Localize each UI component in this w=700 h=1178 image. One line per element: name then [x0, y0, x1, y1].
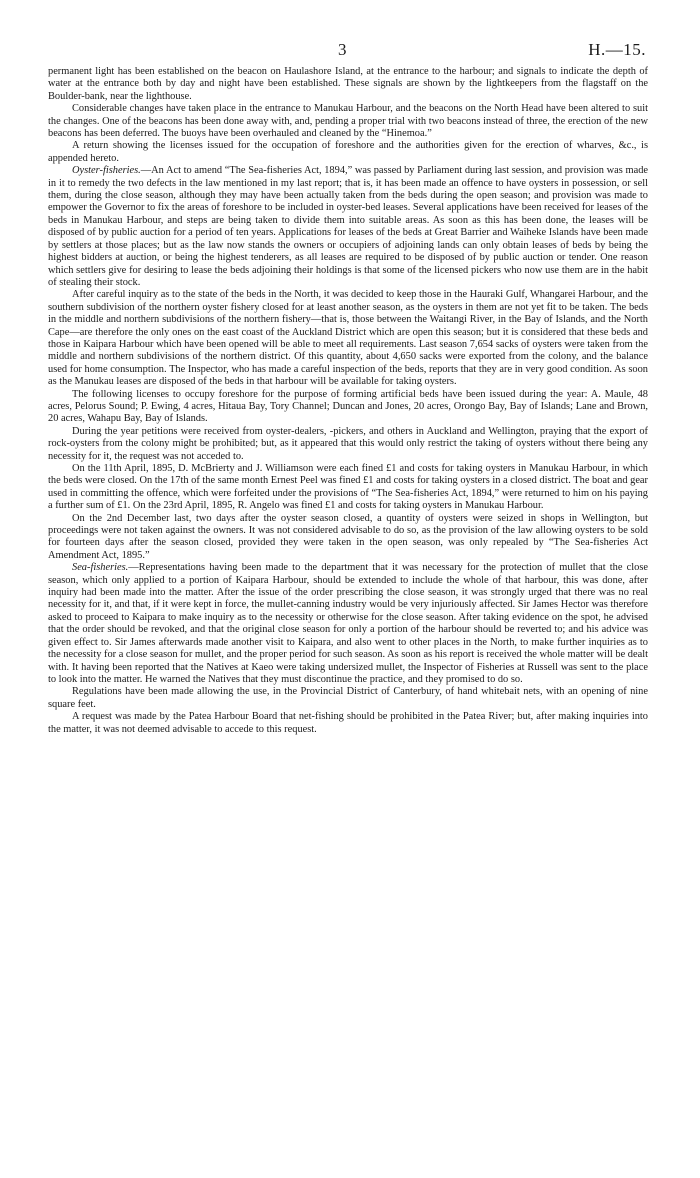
- body-text: [48, 66, 648, 736]
- paragraph-foreshore-licenses: The following licenses to occupy foreshore for the purpose of forming artificial beds have been issued during the year: A. Maule, 48 acres, Pelorus Sound; P. Ewing, 4 acres, Hitaua Bay, Tory Channel; Duncan and Jones, 20 acres, Orongo Bay, Bay of Islands; Lane and Brown, 20 acres, Wahapu Bay, Bay of Islands.: [48, 388, 648, 425]
- paragraph-whitebait-regulations: Regulations have been made allowing the use, in the Provincial District of Canterbury, of hand whitebait nets, with an opening of nine square feet.: [48, 686, 648, 710]
- paragraph-northern-beds: After careful inquiry as to the state of the beds in the North, it was decided to keep those in the Hauraki Gulf, Whangarei Harbour, and the southern subdivision of the northern oyster fishery closed for at least another season, as the oysters in them are not yet fit to be taken. The beds in the middle and northern subdivisions of the northern fishery—that is, those between the Waitangi River, in the Bay of Islands, and the North Cape—are therefore the only ones on the east coast of the Auckland District which are open this season; but it is considered that these beds and those in Kaipara Harbour which have been opened will be able to meet all requirements. Last season 7,654 sacks of oysters were taken from the middle and northern subdivisions of the northern district. Of this quantity, about 4,650 sacks were exported from the colony, and the balance used for home consumption. The Inspector, who has made a careful inspection of the beds, reports that they are in very good condition. As soon as the Manukau leases are disposed of the beds in that harbour will be available for taking oysters.: [48, 289, 648, 388]
- paragraph-manukau-beacons: Considerable changes have taken place in the entrance to Manukau Harbour, and the beacons on the North Head have been altered to suit the changes. One of the beacons has been done away with, and, pending a proper trial with two beacons instead of three, the erection of the new beacons has been deferred. The buoys have been overhauled and cleaned by the “Hinemoa.”: [48, 103, 648, 140]
- paragraph-haulashore-light: permanent light has been established on the beacon on Haulashore Island, at the entrance to the harbour; and signals to indicate the depth of water at the entrance both by day and night have been established. These signals are shown by the lightkeepers from the flagstaff on the Boulder-bank, near the lighthouse.: [48, 66, 648, 102]
- paragraph-licenses-return: A return showing the licenses issued for the occupation of foreshore and the authorities given for the erection of wharves, &c., is appended hereto.: [48, 140, 648, 164]
- section-heading-oyster-fisheries: Oyster-fisheries.: [72, 165, 141, 177]
- document-page: [48, 40, 648, 736]
- paragraph-wellington-seizure: On the 2nd December last, two days after the oyster season closed, a quantity of oysters were seized in shops in Wellington, but proceedings were not taken against the owners. It was not considered advisable to do so, as the provision of the law allowing oysters to be sold for fourteen days after the season closed, provided they were taken in the open season, was only repealed by “The Sea-fisheries Act Amendment Act, 1895.”: [48, 512, 648, 561]
- paragraph-patea-request: A request was made by the Patea Harbour Board that net-fishing should be prohibited in the Patea River; but, after making inquiries into the matter, it was not deemed advisable to accede to this request.: [48, 711, 648, 735]
- section-heading-sea-fisheries: Sea-fisheries.: [72, 562, 129, 574]
- paragraph-sea-fisheries: Sea-fisheries.—Representations having been made to the department that it was necessary for the protection of mullet that the close season, which only applied to a portion of Kaipara Harbour, should be extended to include the whole of that harbour, this was done, after inquiry had been made into the matter. After the issue of the order prescribing the close season, it was strongly urged that there was no real necessity for it, and that, if it were kept in force, the mullet-canning industry would be very injuriously affected. Sir James Hector was therefore asked to proceed to Kaipara to make inquiry as to the necessity or otherwise for the close season. After taking evidence on the spot, he advised that the order should be revoked, and that the original close season for only a portion of the harbour should be reverted to; and his advice was given effect to. Sir James afterwards made another visit to Kaipara, and also went to other places in the North, to make further inquiries as to the necessity for a close season for mullet, and the proper period for such season. As soon as his report is received the whole matter will be dealt with. It having been reported that the Natives at Kaeo were taking undersized mullet, the Inspector of Fisheries at Russell was sent to the place to look into the matter. He warned the Natives that they must discontinue the practice, and they promised to do so.: [48, 562, 648, 685]
- document-reference: H.—15.: [588, 40, 646, 59]
- page-header: [48, 40, 648, 64]
- paragraph-petitions: During the year petitions were received from oyster-dealers, -pickers, and others in Auckland and Wellington, praying that the export of rock-oysters from the colony might be prohibited; but, as it appeared that this would only restrict the taking of oysters without there being any necessity for it, the request was not acceded to.: [48, 425, 648, 462]
- paragraph-oyster-fisheries: Oyster-fisheries.—An Act to amend “The Sea-fisheries Act, 1894,” was passed by Parliament during last session, and provision was made in it to remedy the two defects in the law mentioned in my last report; that is, it has been made an offence to have oysters in possession, or sell them, during the close season, although they may have been actually taken from the beds during the open season; and provision was made to empower the Governor to fix the areas of foreshore to be included in oyster-bed leases. Several applications have been received for leases of the beds in Manukau Harbour, and steps are being taken to divide them into suitable areas. As soon as this has been done, the leases will be disposed of by public auction for a period of ten years. Applications for leases of the beds at Great Barrier and Waiheke Islands have been made by settlers at those places; but as the law now stands the owners or occupiers of adjoining lands can only obtain leases of beds by being the highest bidders at auction, or being the highest tenderers, as all leases are required to be disposed of by public auction or tender. One reason which settlers give for desiring to lease the beds adjoining their holdings is that some of the licensed pickers who now use them are in the habit of stealing their stock.: [48, 165, 648, 288]
- page-number: 3: [338, 40, 347, 59]
- paragraph-fines: On the 11th April, 1895, D. McBrierty and J. Williamson were each fined £1 and costs for taking oysters in Manukau Harbour, in which the beds were closed. On the 17th of the same month Ernest Peel was fined £1 and costs for taking oysters in a closed district. The boat and gear used in committing the offence, which were forfeited under the provisions of “The Sea-fisheries Act, 1894,” were returned to him on his paying a further sum of £1. On the 23rd April, 1895, R. Angelo was fined £1 and costs for taking oysters in Manukau Harbour.: [48, 463, 648, 512]
